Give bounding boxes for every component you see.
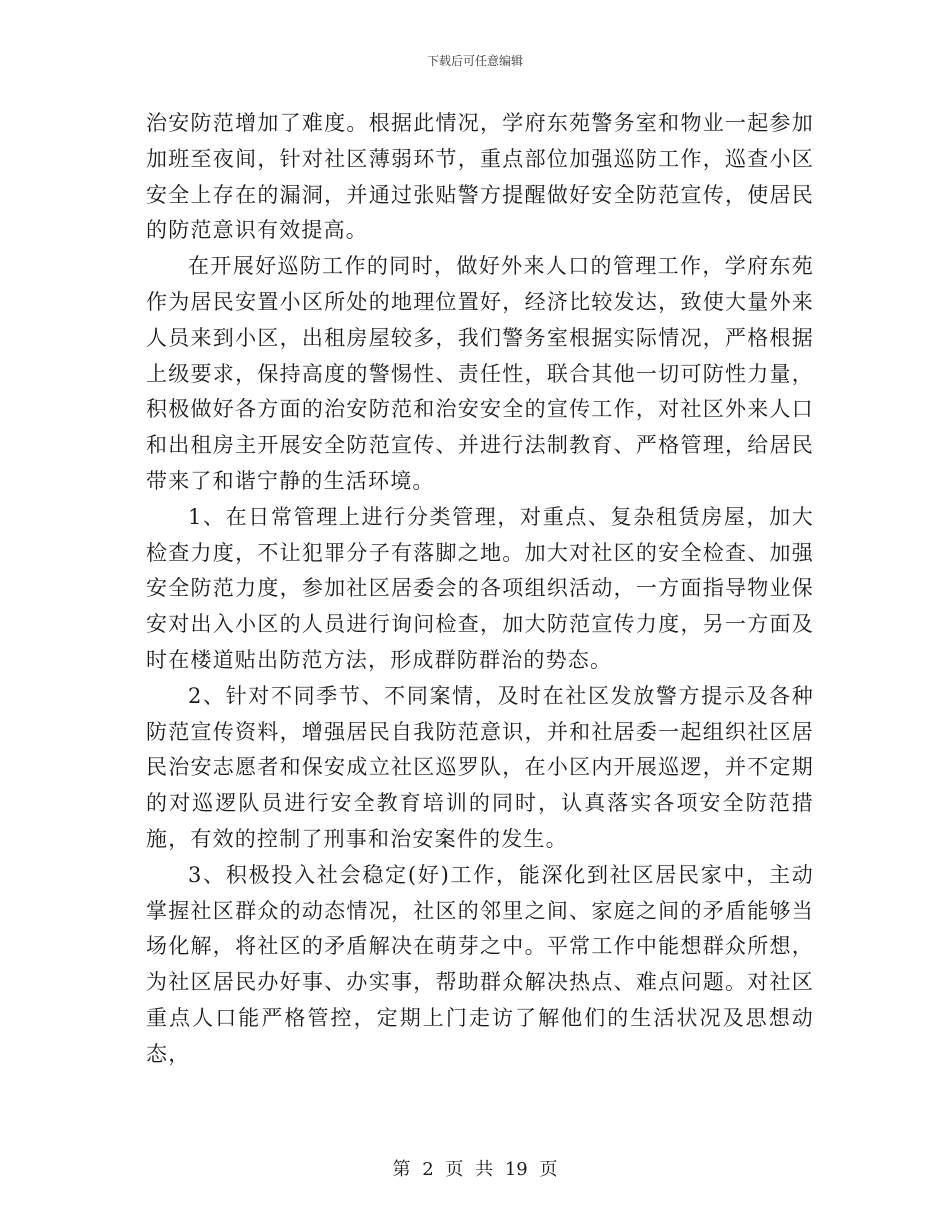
document-body xyxy=(146,106,814,1073)
paragraph-3: 1、在日常管理上进行分类管理，对重点、复杂租赁房屋，加大检查力度，不让犯罪分子有落脚之地。加大对社区的安全检查、加强安全防范力度，参加社区居委会的各项组织活动，一方面指导物业保安对出入小区的人员进行询问检查，加大防范宣传力度，另一方面及时在楼道贴出防范方法，形成群防群治的势态。 xyxy=(146,504,814,672)
paragraph-5: 3、积极投入社会稳定(好)工作，能深化到社区居民家中，主动掌握社区群众的动态情况，社区的邻里之间、家庭之间的矛盾能够当场化解，将社区的矛盾解决在萌芽之中。平常工作中能想群众所想，为社区居民办好事、办实事，帮助群众解决热点、难点问题。对社区重点人口能严格管控，定期上门走访了解他们的生活状况及思想动态， xyxy=(146,862,814,1066)
page-header: 下载后可任意编辑 xyxy=(426,54,523,68)
paragraph-2: 在开展好巡防工作的同时，做好外来人口的管理工作，学府东苑作为居民安置小区所处的地理位置好，经济比较发达，致使大量外来人员来到小区，出租房屋较多，我们警务室根据实际情况，严格根据上级要求，保持高度的警惕性、责任性，联合其他一切可防性力量，积极做好各方面的治安防范和治安安全的宣传工作，对社区外来人口和出租房主开展安全防范宣传、并进行法制教育、严格管理，给居民带来了和谐宁静的生活环境。 xyxy=(146,254,814,493)
page-footer: 第 2 页 共 19 页 xyxy=(392,1159,558,1180)
paragraph-4: 2、针对不同季节、不同案情，及时在社区发放警方提示及各种防范宣传资料，增强居民自我防范意识，并和社居委一起组织社区居民治安志愿者和保安成立社区巡罗队，在小区内开展巡逻，并不定期的对巡逻队员进行安全教育培训的同时，认真落实各项安全防范措施，有效的控制了刑事和治安案件的发生。 xyxy=(146,683,814,851)
paragraph-1: 治安防范增加了难度。根据此情况，学府东苑警务室和物业一起参加加班至夜间，针对社区薄弱环节，重点部位加强巡防工作，巡查小区安全上存在的漏洞，并通过张贴警方提醒做好安全防范宣传，使居民的防范意识有效提高。 xyxy=(146,111,814,243)
